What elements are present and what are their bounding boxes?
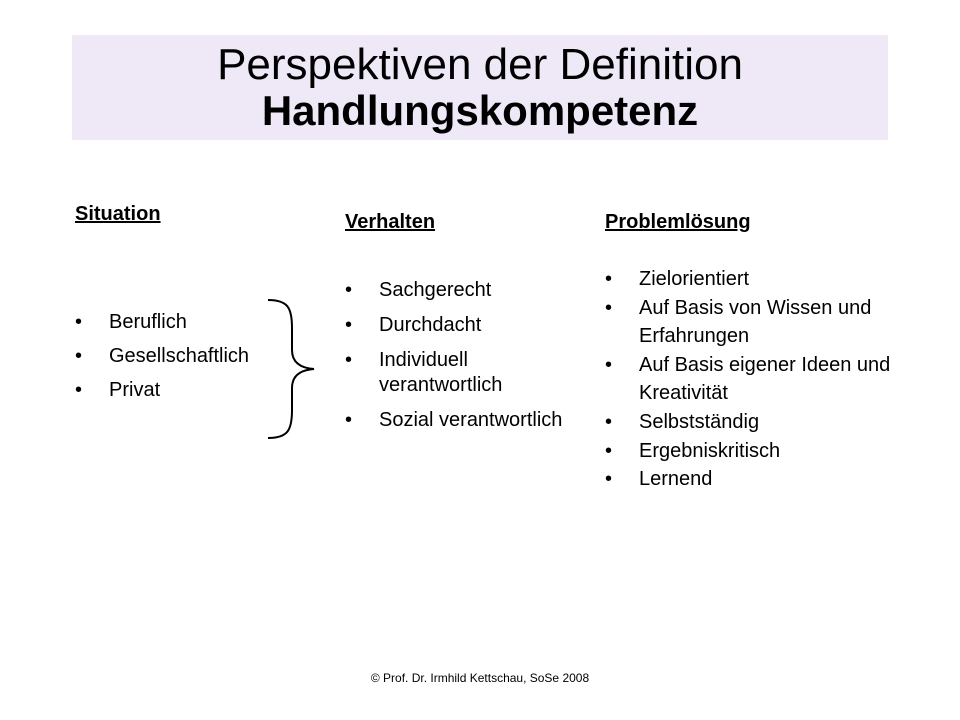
- list-item-text: Ergebniskritisch: [639, 439, 781, 462]
- title-band: [72, 35, 888, 140]
- list-item-text: Beruflich: [109, 311, 187, 333]
- list-item-text: Zielorientiert: [639, 268, 750, 290]
- bullet: •: [75, 345, 83, 367]
- list-item-text: Privat: [109, 379, 161, 401]
- list-item: [605, 265, 905, 294]
- list-item-text: Gesellschaftlich: [109, 345, 250, 367]
- list-item: [605, 408, 905, 437]
- list-item: [345, 408, 565, 433]
- bullet: •: [605, 439, 613, 462]
- list-verhalten: [345, 278, 565, 433]
- slide-title: Perspektiven der Definition: [217, 40, 743, 89]
- bullet: •: [345, 409, 353, 431]
- list-item: [345, 348, 565, 398]
- bullet: •: [75, 379, 83, 401]
- list-item-text: Auf Basis von Wissen und Erfahrungen: [639, 296, 872, 348]
- column-heading-problemloesung: Problemlösung: [605, 211, 751, 233]
- bullet: •: [345, 314, 353, 336]
- list-item: [75, 373, 249, 407]
- bullet: •: [605, 468, 613, 491]
- list-item-text: Durchdacht: [379, 314, 482, 336]
- column-heading-verhalten: Verhalten: [345, 211, 436, 233]
- curly-brace-icon: [262, 298, 318, 440]
- copyright-footer: © Prof. Dr. Irmhild Kettschau, SoSe 2008: [370, 671, 590, 685]
- list-item-text: Sozial verantwortlich: [379, 409, 563, 431]
- bullet: •: [605, 353, 613, 376]
- list-problemloesung: [605, 265, 905, 494]
- list-item: [345, 278, 565, 303]
- bullet: •: [605, 296, 613, 319]
- list-item: [75, 339, 249, 373]
- list-item: [345, 313, 565, 338]
- column-heading-situation: Situation: [75, 203, 161, 225]
- list-item-text: Lernend: [639, 468, 713, 491]
- list-item: [605, 437, 905, 466]
- list-situation: [75, 305, 249, 407]
- slide-title-keyword: Handlungskompetenz: [261, 87, 699, 134]
- bullet: •: [605, 268, 613, 290]
- list-item-text: Selbstständig: [639, 410, 760, 433]
- list-item: [605, 351, 905, 408]
- bullet: •: [345, 349, 353, 371]
- list-item: [75, 305, 249, 339]
- list-item-text: Auf Basis eigener Ideen und Kreativität: [639, 353, 891, 405]
- bullet: •: [345, 279, 353, 301]
- list-item: [605, 294, 905, 351]
- list-item: [605, 465, 905, 494]
- list-item-text: Sachgerecht: [379, 279, 492, 301]
- bullet: •: [75, 311, 83, 333]
- bullet: •: [605, 410, 613, 433]
- list-item-text: Individuell verantwortlich: [379, 349, 503, 396]
